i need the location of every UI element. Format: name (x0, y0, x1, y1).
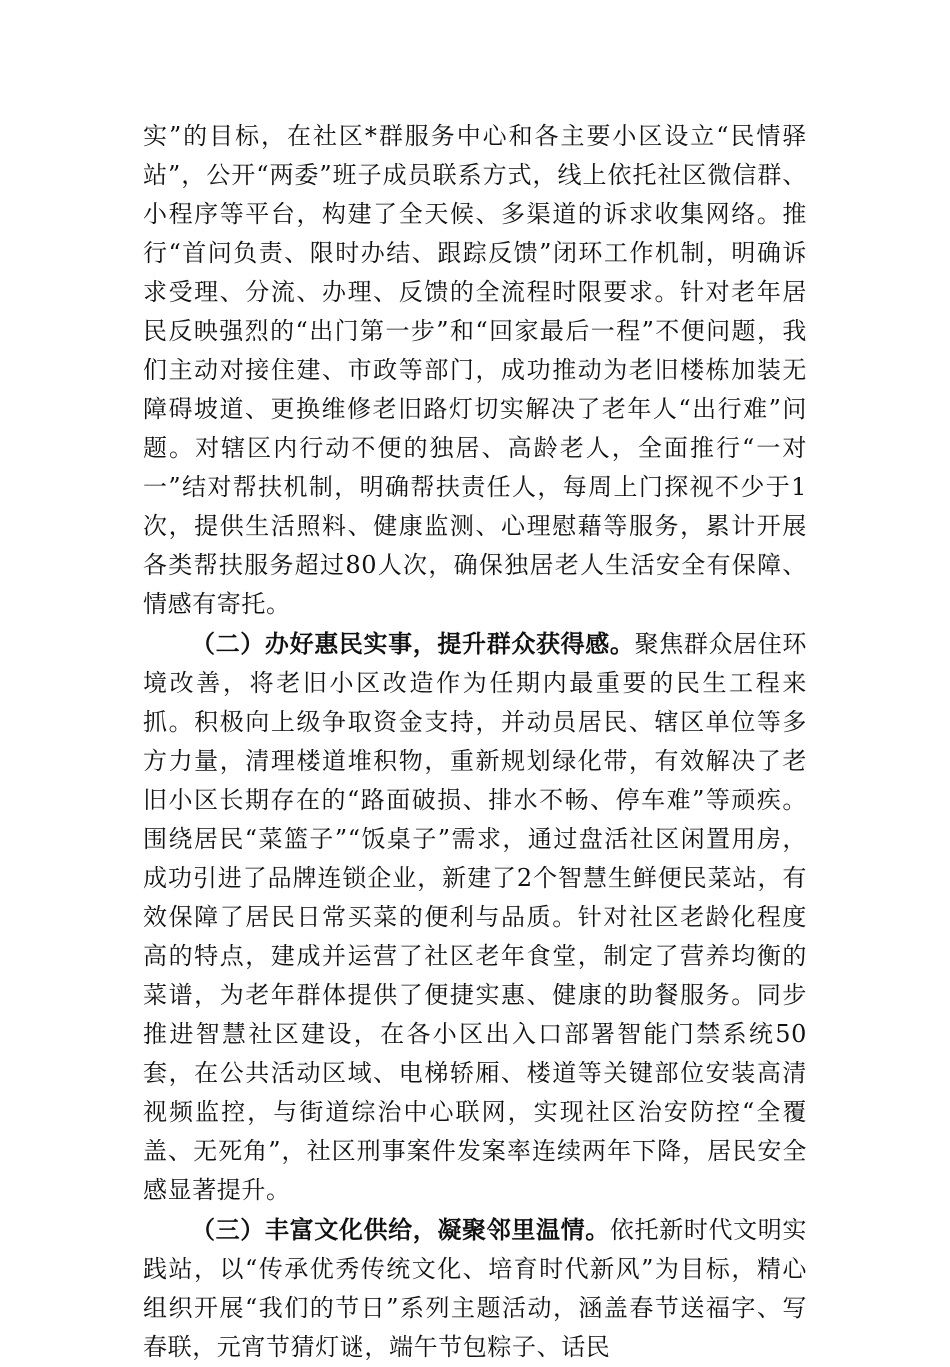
paragraph-1-body: 实”的目标，在社区*群服务中心和各主要小区设立“民情驿站”，公开“两委”班子成员联系方式，线上依托社区微信群、小程序等平台，构建了全天候、多渠道的诉求收集网络。推行“首问负责、限时办结、跟踪反馈”闭环工作机制，明确诉求受理、分流、办理、反馈的全流程时限要求。针对老年居民反映强烈的“出门第一步”和“回家最后一程”不便问题，我们主动对接住建、市政等部门，成功推动为老旧楼栋加装无障碍坡道、更换维修老旧路灯切实解决了老年人“出行难”问题。对辖区内行动不便的独居、高龄老人，全面推行“一对一”结对帮扶机制，明确帮扶责任人，每周上门探视不少于1次，提供生活照料、健康监测、心理慰藉等服务，累计开展各类帮扶服务超过80人次，确保独居老人生活安全有保障、情感有寄托。 (143, 122, 807, 618)
paragraph-3-body: 依托新时代文明实践站，以“传承优秀传统文化、培育时代新风”为目标，精心组织开展“我们的节日”系列主题活动，涵盖春节送福字、写春联，元宵节猜灯谜，端午节包粽子、话民 (143, 1216, 807, 1361)
paragraph-2-body: 聚焦群众居住环境改善，将老旧小区改造作为任期内最重要的民生工程来抓。积极向上级争取资金支持，并动员居民、辖区单位等多方力量，清理楼道堆积物，重新规划绿化带，有效解决了老旧小区长期存在的“路面破损、排水不畅、停车难”等顽疾。围绕居民“菜篮子”“饭桌子”需求，通过盘活社区闲置用房，成功引进了品牌连锁企业，新建了2个智慧生鲜便民菜站，有效保障了居民日常买菜的便利与品质。针对社区老龄化程度高的特点，建成并运营了社区老年食堂，制定了营养均衡的菜谱，为老年群体提供了便捷实惠、健康的助餐服务。同步推进智慧社区建设，在各小区出入口部署智能门禁系统50套，在公共活动区域、电梯轿厢、楼道等关键部位安装高清视频监控，与街道综治中心联网，实现社区治安防控“全覆盖、无死角”，社区刑事案件发案率连续两年下降，居民安全感显著提升。 (143, 630, 807, 1204)
paragraph-3 (143, 1210, 807, 1367)
paragraph-3-heading: （三）丰富文化供给，凝聚邻里温情。 (191, 1215, 610, 1244)
document-page (143, 116, 807, 1367)
paragraph-2 (143, 624, 807, 1210)
paragraph-2-heading: （二）办好惠民实事，提升群众获得感。 (191, 629, 635, 658)
paragraph-1 (143, 116, 807, 624)
